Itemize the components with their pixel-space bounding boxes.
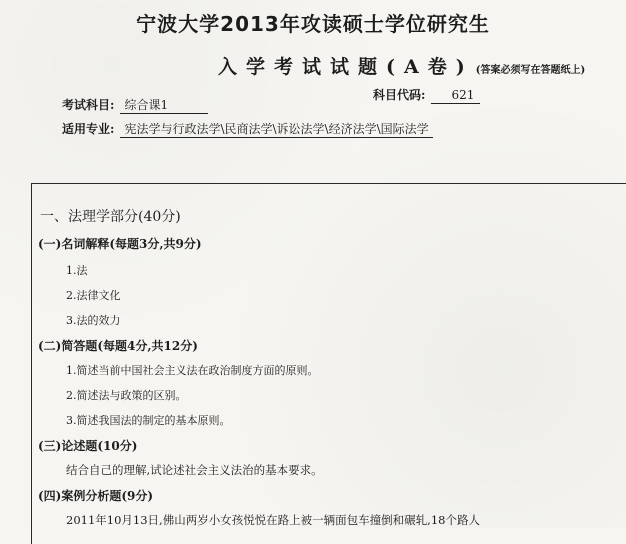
exam-title (0, 8, 626, 37)
subtitle-main: 入学考试试题(A卷) (218, 56, 474, 78)
subtitle-note: (答案必须写在答题纸上) (475, 65, 586, 76)
code-line (373, 86, 480, 103)
part-3-heading: (三)论述题(10分) (38, 439, 138, 453)
major-line (62, 120, 433, 137)
major-value: 宪法学与行政法学\民商法学\诉讼法学\经济法学\国际法学 (120, 122, 432, 138)
part-3-text: 结合自己的理解,试论述社会主义法治的基本要求。 (66, 463, 323, 477)
part-1-item: 2.法律文化 (66, 289, 121, 302)
part-1-item: 1.法 (66, 264, 88, 277)
subject-line (62, 96, 208, 113)
major-label: 适用专业: (62, 122, 115, 136)
section-heading: 一、法理学部分(40分) (40, 209, 181, 225)
subject-label: 考试科目: (62, 98, 115, 112)
code-value: 621 (431, 88, 480, 104)
title-year: 2013 (220, 12, 280, 36)
part-4-text: 2011年10月13日,佛山两岁小女孩悦悦在路上被一辆面包车撞倒和碾轧,18个路人 (66, 513, 480, 527)
part-1-heading: (一)名词解释(每题3分,共9分) (38, 237, 202, 251)
part-2-item: 1.简述当前中国社会主义法在政治制度方面的原则。 (66, 364, 319, 377)
part-2-item: 2.简述法与政策的区别。 (66, 389, 187, 402)
subject-value: 综合课1 (120, 98, 208, 114)
part-2-item: 3.简述我国法的制定的基本原则。 (66, 414, 231, 427)
part-2-heading: (二)简答题(每题4分,共12分) (38, 339, 198, 353)
exam-subtitle (218, 52, 585, 79)
title-suffix: 年攻读硕士学位研究生 (279, 12, 490, 36)
code-label: 科目代码: (373, 88, 426, 102)
part-1-item: 3.法的效力 (66, 314, 121, 327)
title-prefix: 宁波大学 (136, 12, 221, 36)
part-4-heading: (四)案例分析题(9分) (38, 489, 154, 503)
